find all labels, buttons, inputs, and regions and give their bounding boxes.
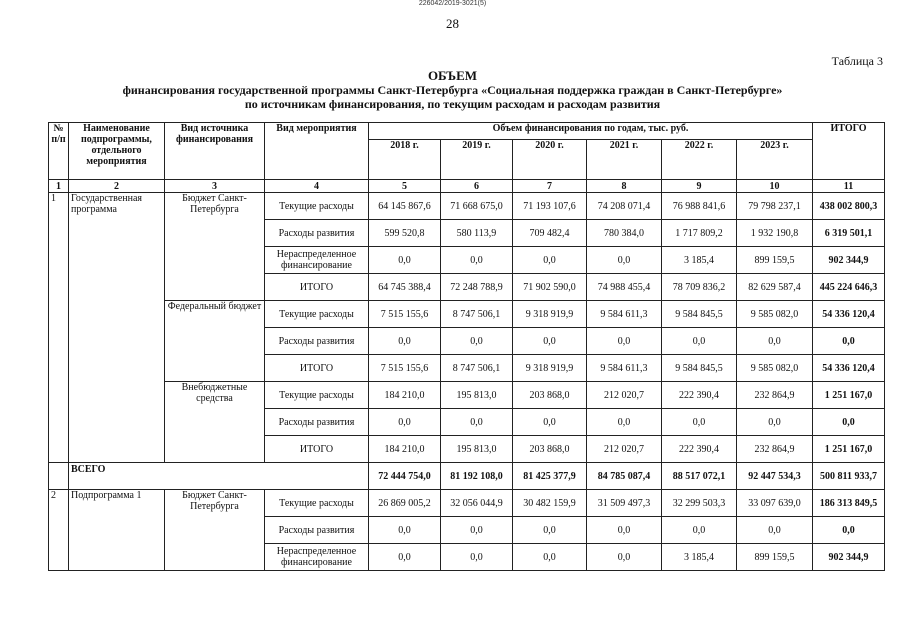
title-line-1: ОБЪЕМ xyxy=(427,68,478,83)
year-value: 9 584 611,3 xyxy=(587,301,662,328)
year-value: 580 113,9 xyxy=(441,220,513,247)
header-year: 2020 г. xyxy=(513,140,587,180)
row-total: 902 344,9 xyxy=(813,247,885,274)
grand-total-row xyxy=(49,463,885,490)
header-name: Наименование подпрограммы, отдельного мероприятия xyxy=(69,123,165,180)
year-value: 0,0 xyxy=(662,328,737,355)
year-value: 72 444 754,0 xyxy=(369,463,441,490)
funding-source: Федеральный бюджет xyxy=(165,301,265,382)
table-row xyxy=(49,490,885,517)
year-value: 0,0 xyxy=(369,409,441,436)
activity-type: ИТОГО xyxy=(265,355,369,382)
year-value: 0,0 xyxy=(587,409,662,436)
year-value: 9 585 082,0 xyxy=(737,355,813,382)
header-year: 2019 г. xyxy=(441,140,513,180)
year-value: 212 020,7 xyxy=(587,436,662,463)
year-value: 72 248 788,9 xyxy=(441,274,513,301)
year-value: 0,0 xyxy=(662,517,737,544)
year-value: 0,0 xyxy=(513,328,587,355)
year-value: 1 717 809,2 xyxy=(662,220,737,247)
year-value: 9 318 919,9 xyxy=(513,301,587,328)
document-id: 226042/2019-3021(5) xyxy=(418,0,487,7)
year-value: 195 813,0 xyxy=(441,382,513,409)
year-value: 222 390,4 xyxy=(662,382,737,409)
column-number: 9 xyxy=(662,180,737,193)
header-year: 2021 г. xyxy=(587,140,662,180)
table-row xyxy=(49,301,885,328)
year-value: 0,0 xyxy=(369,328,441,355)
year-value: 9 318 919,9 xyxy=(513,355,587,382)
year-value: 82 629 587,4 xyxy=(737,274,813,301)
year-value: 64 145 867,6 xyxy=(369,193,441,220)
year-value: 1 932 190,8 xyxy=(737,220,813,247)
year-value: 8 747 506,1 xyxy=(441,301,513,328)
year-value: 30 482 159,9 xyxy=(513,490,587,517)
column-number: 11 xyxy=(813,180,885,193)
activity-type: Нераспределенное финансирование xyxy=(265,247,369,274)
year-value: 195 813,0 xyxy=(441,436,513,463)
year-value: 76 988 841,6 xyxy=(662,193,737,220)
column-number: 3 xyxy=(165,180,265,193)
year-value: 0,0 xyxy=(587,517,662,544)
year-value: 74 208 071,4 xyxy=(587,193,662,220)
document-title xyxy=(0,69,905,111)
column-numbers-row xyxy=(49,180,885,193)
year-value: 0,0 xyxy=(441,544,513,571)
year-value: 31 509 497,3 xyxy=(587,490,662,517)
header-total: ИТОГО xyxy=(813,123,885,180)
column-number: 1 xyxy=(49,180,69,193)
year-value: 0,0 xyxy=(441,328,513,355)
year-value: 232 864,9 xyxy=(737,436,813,463)
year-value: 9 584 845,5 xyxy=(662,301,737,328)
year-value: 203 868,0 xyxy=(513,382,587,409)
year-value: 0,0 xyxy=(441,247,513,274)
activity-type: Текущие расходы xyxy=(265,301,369,328)
activity-type: Текущие расходы xyxy=(265,193,369,220)
activity-type: Расходы развития xyxy=(265,328,369,355)
column-number: 5 xyxy=(369,180,441,193)
program-name: Подпрограмма 1 xyxy=(69,490,165,571)
year-value: 0,0 xyxy=(587,247,662,274)
column-number: 7 xyxy=(513,180,587,193)
year-value: 9 584 845,5 xyxy=(662,355,737,382)
year-value: 92 447 534,3 xyxy=(737,463,813,490)
header-activity: Вид мероприятия xyxy=(265,123,369,180)
row-number: 1 xyxy=(49,193,69,463)
title-line-3: по источникам финансирования, по текущим расходам и расходам развития xyxy=(244,97,661,111)
page-number: 28 xyxy=(446,16,459,31)
year-value: 899 159,5 xyxy=(737,544,813,571)
year-value: 0,0 xyxy=(587,544,662,571)
table-row xyxy=(49,382,885,409)
header-row xyxy=(49,123,885,140)
year-value: 9 584 611,3 xyxy=(587,355,662,382)
year-value: 184 210,0 xyxy=(369,436,441,463)
column-number: 2 xyxy=(69,180,165,193)
funding-source: Бюджет Санкт-Петербурга xyxy=(165,193,265,301)
row-total: 54 336 120,4 xyxy=(813,355,885,382)
year-value: 32 056 044,9 xyxy=(441,490,513,517)
activity-type: Расходы развития xyxy=(265,220,369,247)
activity-type: Нераспределенное финансирование xyxy=(265,544,369,571)
row-total: 186 313 849,5 xyxy=(813,490,885,517)
header-volume: Объем финансирования по годам, тыс. руб. xyxy=(369,123,813,140)
row-total: 0,0 xyxy=(813,409,885,436)
year-value: 222 390,4 xyxy=(662,436,737,463)
year-value: 3 185,4 xyxy=(662,247,737,274)
year-value: 84 785 087,4 xyxy=(587,463,662,490)
year-value: 0,0 xyxy=(737,409,813,436)
year-value: 81 425 377,9 xyxy=(513,463,587,490)
year-value: 212 020,7 xyxy=(587,382,662,409)
year-value: 74 988 455,4 xyxy=(587,274,662,301)
header-source: Вид источника финансирования xyxy=(165,123,265,180)
year-value: 0,0 xyxy=(513,409,587,436)
column-number: 4 xyxy=(265,180,369,193)
row-number: 2 xyxy=(49,490,69,571)
row-total: 1 251 167,0 xyxy=(813,436,885,463)
year-value: 0,0 xyxy=(737,328,813,355)
row-total: 54 336 120,4 xyxy=(813,301,885,328)
year-value: 0,0 xyxy=(587,328,662,355)
grand-total-label: ВСЕГО xyxy=(69,463,369,490)
year-value: 9 585 082,0 xyxy=(737,301,813,328)
year-value: 81 192 108,0 xyxy=(441,463,513,490)
year-value: 7 515 155,6 xyxy=(369,355,441,382)
year-value: 8 747 506,1 xyxy=(441,355,513,382)
year-value: 71 193 107,6 xyxy=(513,193,587,220)
year-value: 3 185,4 xyxy=(662,544,737,571)
year-value: 203 868,0 xyxy=(513,436,587,463)
row-total: 0,0 xyxy=(813,328,885,355)
year-value: 71 902 590,0 xyxy=(513,274,587,301)
activity-type: ИТОГО xyxy=(265,274,369,301)
year-value: 0,0 xyxy=(737,517,813,544)
year-value: 0,0 xyxy=(369,247,441,274)
table-label: Таблица 3 xyxy=(831,54,883,68)
table-row xyxy=(49,193,885,220)
year-value: 88 517 072,1 xyxy=(662,463,737,490)
row-total: 902 344,9 xyxy=(813,544,885,571)
activity-type: Текущие расходы xyxy=(265,490,369,517)
header-no: № п/п xyxy=(49,123,69,180)
row-total: 0,0 xyxy=(813,517,885,544)
activity-type: Расходы развития xyxy=(265,517,369,544)
row-total: 500 811 933,7 xyxy=(813,463,885,490)
year-value: 0,0 xyxy=(513,247,587,274)
year-value: 0,0 xyxy=(369,517,441,544)
year-value: 899 159,5 xyxy=(737,247,813,274)
funding-source: Бюджет Санкт-Петербурга xyxy=(165,490,265,571)
year-value: 0,0 xyxy=(513,517,587,544)
activity-type: ИТОГО xyxy=(265,436,369,463)
year-value: 709 482,4 xyxy=(513,220,587,247)
activity-type: Расходы развития xyxy=(265,409,369,436)
financing-table xyxy=(48,122,885,571)
header-year: 2018 г. xyxy=(369,140,441,180)
year-value: 32 299 503,3 xyxy=(662,490,737,517)
activity-type: Текущие расходы xyxy=(265,382,369,409)
funding-source: Внебюджетные средства xyxy=(165,382,265,463)
year-value: 79 798 237,1 xyxy=(737,193,813,220)
program-name: Государственная программа xyxy=(69,193,165,463)
year-value: 26 869 005,2 xyxy=(369,490,441,517)
column-number: 10 xyxy=(737,180,813,193)
row-number xyxy=(49,463,69,490)
year-value: 0,0 xyxy=(369,544,441,571)
year-value: 33 097 639,0 xyxy=(737,490,813,517)
year-value: 0,0 xyxy=(662,409,737,436)
year-value: 0,0 xyxy=(441,517,513,544)
year-value: 780 384,0 xyxy=(587,220,662,247)
year-value: 71 668 675,0 xyxy=(441,193,513,220)
year-value: 184 210,0 xyxy=(369,382,441,409)
row-total: 438 002 800,3 xyxy=(813,193,885,220)
row-total: 6 319 501,1 xyxy=(813,220,885,247)
year-value: 599 520,8 xyxy=(369,220,441,247)
row-total: 1 251 167,0 xyxy=(813,382,885,409)
row-total: 445 224 646,3 xyxy=(813,274,885,301)
year-value: 64 745 388,4 xyxy=(369,274,441,301)
column-number: 8 xyxy=(587,180,662,193)
year-value: 78 709 836,2 xyxy=(662,274,737,301)
column-number: 6 xyxy=(441,180,513,193)
year-value: 7 515 155,6 xyxy=(369,301,441,328)
year-value: 0,0 xyxy=(441,409,513,436)
title-line-2: финансирования государственной программы Санкт-Петербурга «Социальная поддержка граждан в Санкт-Петербурге» xyxy=(122,83,783,97)
header-year: 2022 г. xyxy=(662,140,737,180)
header-year: 2023 г. xyxy=(737,140,813,180)
year-value: 232 864,9 xyxy=(737,382,813,409)
year-value: 0,0 xyxy=(513,544,587,571)
